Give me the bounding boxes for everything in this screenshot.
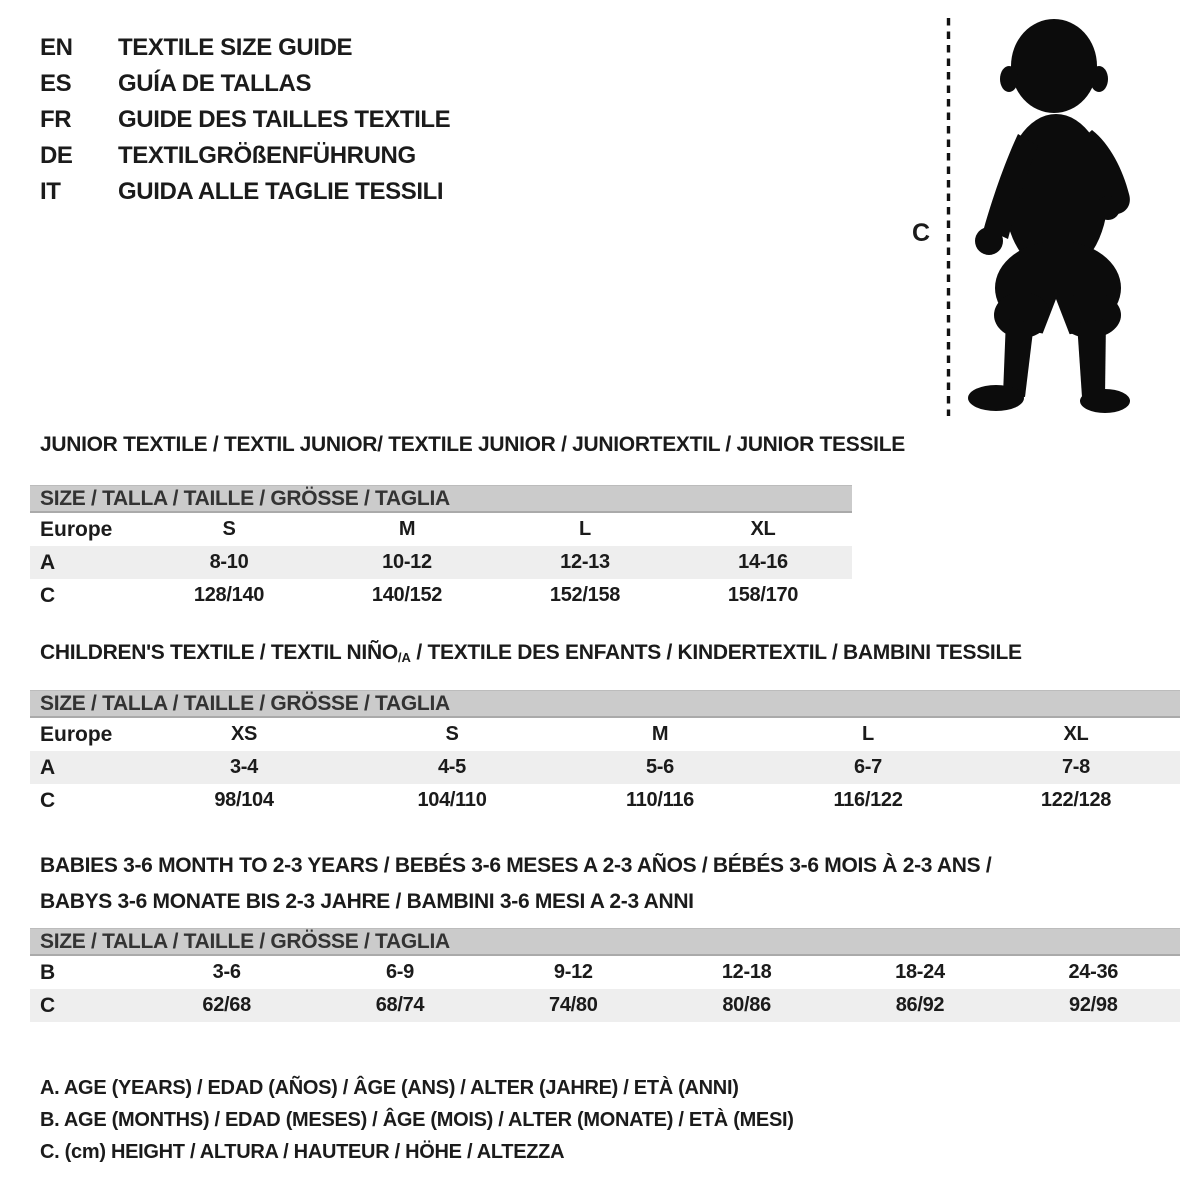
section-title-line1: BABIES 3-6 MONTH TO 2-3 YEARS / BEBÉS 3-6 MESES A 2-3 AÑOS / BÉBÉS 3-6 MOIS À 2-3 ANS / <box>40 854 992 877</box>
cell-value: 158/170 <box>727 584 799 606</box>
section-title-babies <box>40 848 991 920</box>
cell-value: 12-18 <box>721 961 772 983</box>
language-row-fr <box>40 102 450 138</box>
row-label: Europe <box>40 722 113 746</box>
section-title-junior: JUNIOR TEXTILE / TEXTIL JUNIOR/ TEXTILE JUNIOR / JUNIORTEXTIL / JUNIOR TESSILE <box>40 433 905 456</box>
cell-value: 68/74 <box>375 994 425 1016</box>
language-row-de <box>40 138 450 174</box>
row-label: B <box>40 960 56 984</box>
cell-value: 62/68 <box>202 994 251 1016</box>
language-code: IT <box>40 178 61 205</box>
row-label: A <box>40 755 56 779</box>
cell-value: 116/122 <box>833 789 903 811</box>
legend-line-c: C. (cm) HEIGHT / ALTURA / HAUTEUR / HÖHE / ALTEZZA <box>40 1141 565 1163</box>
cell-value: 4-5 <box>437 756 466 778</box>
children-size-table <box>30 690 1180 817</box>
row-label: A <box>40 550 56 574</box>
table-row-age-years <box>30 546 852 579</box>
row-label: C <box>40 583 56 607</box>
language-code: DE <box>40 142 73 169</box>
row-label: Europe <box>40 517 113 541</box>
language-row-it <box>40 174 450 210</box>
cell-value: 98/104 <box>214 789 274 811</box>
cell-value: 110/116 <box>626 789 694 811</box>
guide-title-fr: GUIDE DES TAILLES TEXTILE <box>118 106 451 133</box>
table-row-europe <box>30 513 852 546</box>
cell-value: 24-36 <box>1068 961 1119 983</box>
language-code: FR <box>40 106 72 133</box>
cell-value: XL <box>1063 723 1089 745</box>
babies-size-table <box>30 928 1180 1022</box>
cell-value: S <box>222 518 236 540</box>
section-title-line2: BABYS 3-6 MONATE BIS 2-3 JAHRE / BAMBINI 3-6 MESI A 2-3 ANNI <box>40 890 694 913</box>
size-header-bar: SIZE / TALLA / TAILLE / GRÖSSE / TAGLIA <box>30 690 1180 718</box>
table-row-height <box>30 989 1180 1022</box>
cell-value: 74/80 <box>549 994 598 1016</box>
toddler-silhouette-icon <box>966 16 1138 416</box>
cell-value: 140/152 <box>371 584 443 606</box>
cell-value: L <box>579 518 591 540</box>
height-measure-label: C <box>912 219 931 247</box>
cell-value: 7-8 <box>1061 756 1090 778</box>
language-row-es <box>40 66 450 102</box>
guide-title-it: GUIDA ALLE TAGLIE TESSILI <box>118 178 444 205</box>
table-row-height <box>30 579 852 612</box>
cell-value: M <box>651 723 669 745</box>
cell-value: 8-10 <box>209 551 249 573</box>
table-row-age-years <box>30 751 1180 784</box>
cell-value: 104/110 <box>417 789 487 811</box>
cell-value: 122/128 <box>1040 789 1112 811</box>
cell-value: 3-6 <box>212 961 241 983</box>
section-title-text: CHILDREN'S TEXTILE / TEXTIL NIÑO <box>40 641 398 664</box>
cell-value: 10-12 <box>382 551 432 573</box>
cell-value: 128/140 <box>193 584 265 606</box>
cell-value: 18-24 <box>895 961 945 983</box>
cell-value: 6-7 <box>853 756 882 778</box>
cell-value: 9-12 <box>553 961 593 983</box>
cell-value: 92/98 <box>1069 994 1118 1016</box>
table-row-europe <box>30 718 1180 751</box>
table-row-height <box>30 784 1180 817</box>
row-label: C <box>40 993 56 1017</box>
height-measure-dashed-line <box>946 16 951 418</box>
guide-title-en: TEXTILE SIZE GUIDE <box>118 34 353 61</box>
size-header-bar: SIZE / TALLA / TAILLE / GRÖSSE / TAGLIA <box>30 485 852 513</box>
cell-value: L <box>862 723 874 745</box>
legend <box>40 1072 794 1168</box>
language-title-list <box>40 30 450 210</box>
cell-value: 152/158 <box>549 584 621 606</box>
cell-value: 80/86 <box>722 994 771 1016</box>
size-header-bar: SIZE / TALLA / TAILLE / GRÖSSE / TAGLIA <box>30 928 1180 956</box>
cell-value: XL <box>750 518 776 540</box>
legend-line-a: A. AGE (YEARS) / EDAD (AÑOS) / ÂGE (ANS) / ALTER (JAHRE) / ETÀ (ANNI) <box>40 1077 739 1099</box>
junior-size-table <box>30 485 852 612</box>
language-code: EN <box>40 34 73 61</box>
cell-value: XS <box>230 723 258 745</box>
guide-title-de: TEXTILGRÖßENFÜHRUNG <box>118 142 416 169</box>
cell-value: S <box>445 723 459 745</box>
cell-value: 5-6 <box>645 756 674 778</box>
legend-line-b: B. AGE (MONTHS) / EDAD (MESES) / ÂGE (MOIS) / ALTER (MONATE) / ETÀ (MESI) <box>40 1109 794 1131</box>
cell-value: M <box>398 518 416 540</box>
section-title-subscript: /A <box>397 650 411 665</box>
section-title-text: / TEXTILE DES ENFANTS / KINDERTEXTIL / BAMBINI TESSILE <box>410 641 1022 664</box>
language-row-en <box>40 30 450 66</box>
cell-value: 3-4 <box>229 756 258 778</box>
table-row-age-months <box>30 956 1180 989</box>
language-code: ES <box>40 70 72 97</box>
cell-value: 12-13 <box>560 551 610 573</box>
cell-value: 14-16 <box>738 551 788 573</box>
guide-title-es: GUÍA DE TALLAS <box>118 70 312 97</box>
cell-value: 6-9 <box>385 961 414 983</box>
cell-value: 86/92 <box>895 994 945 1016</box>
row-label: C <box>40 788 56 812</box>
section-title-children <box>40 641 1022 670</box>
